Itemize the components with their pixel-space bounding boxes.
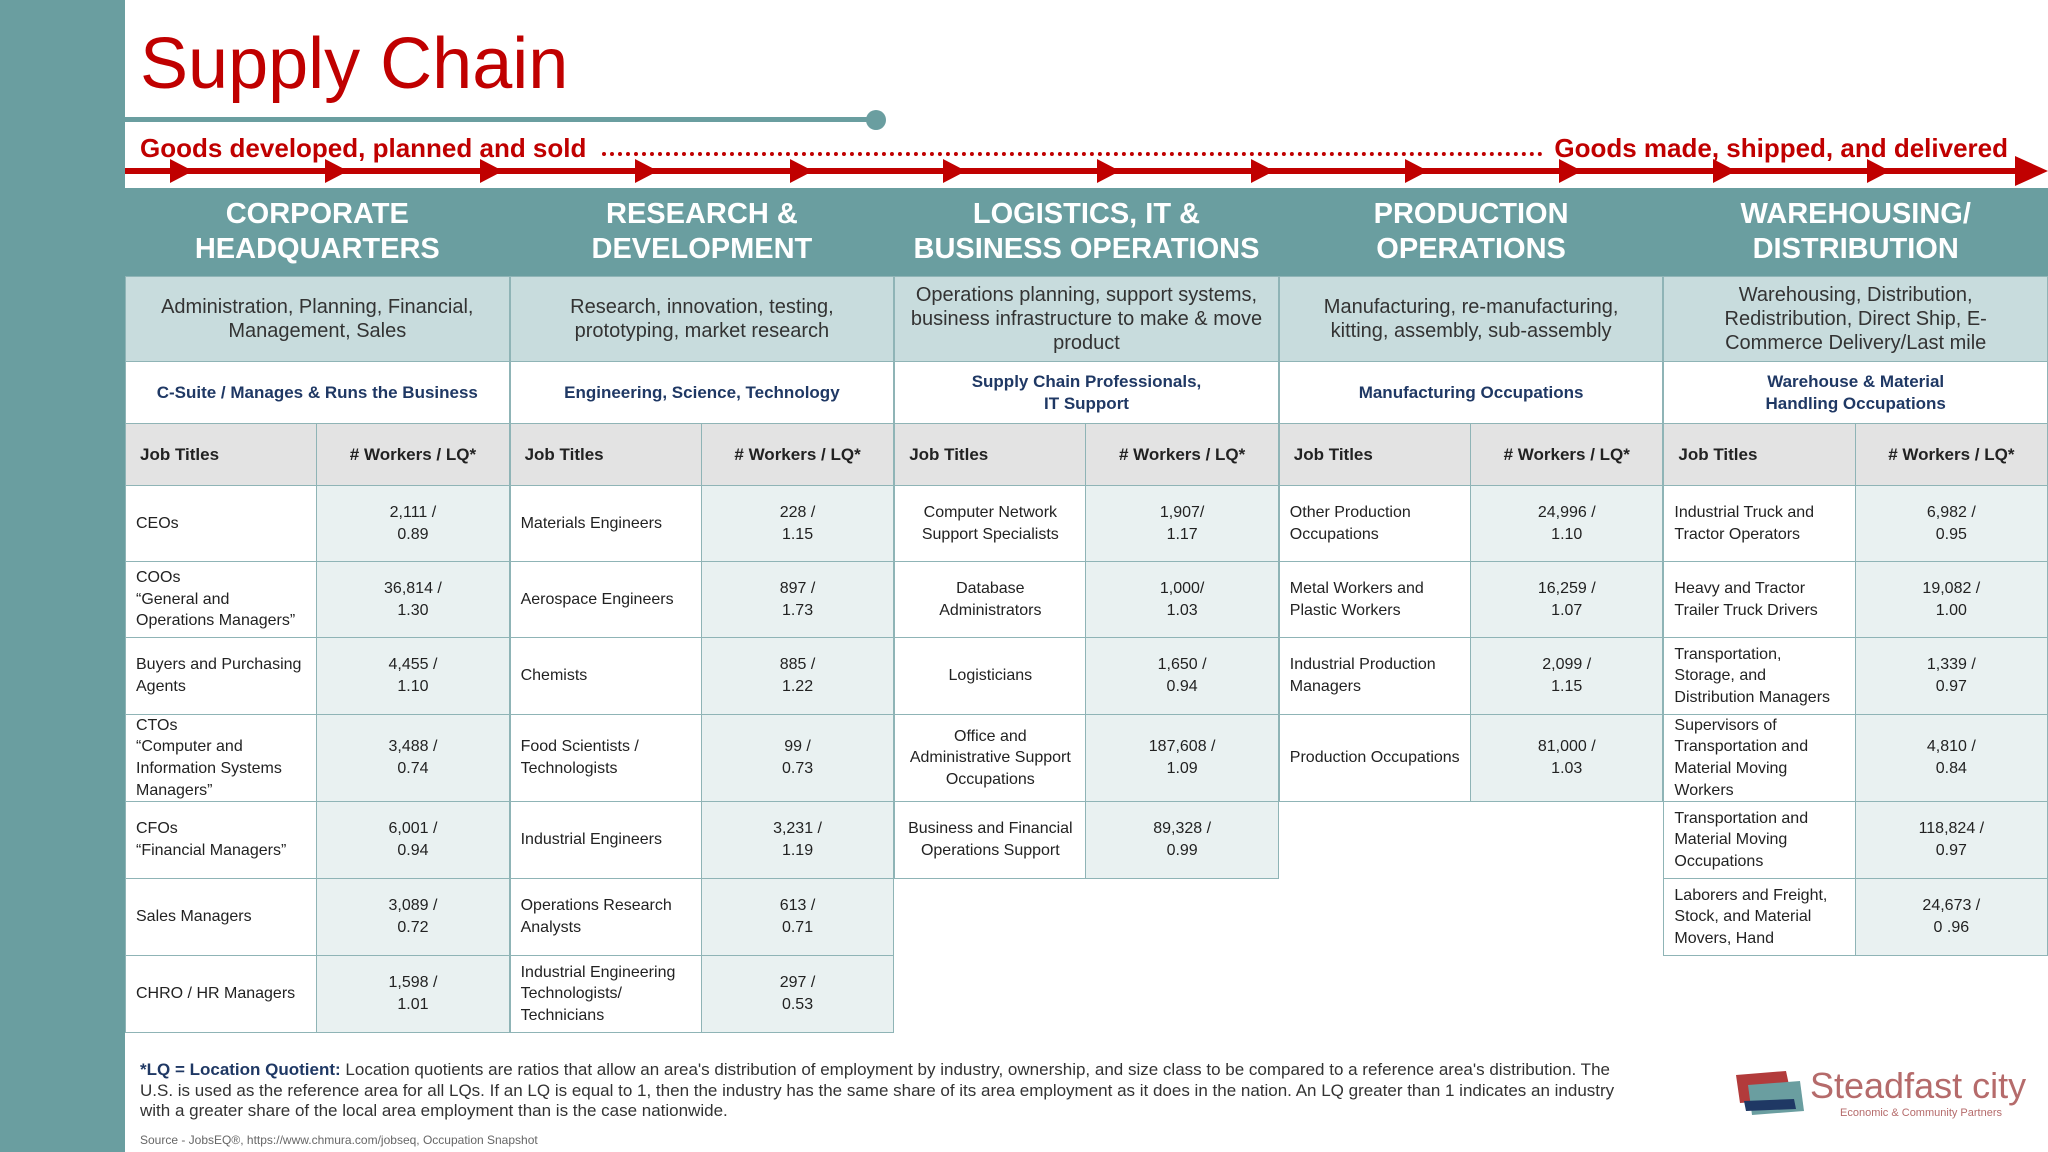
job-title-cell: CFOs “Financial Managers” bbox=[125, 802, 317, 879]
lq-value: 0.89 bbox=[397, 525, 429, 543]
workers-lq-text bbox=[384, 578, 442, 621]
table-row bbox=[125, 562, 510, 638]
steadfast-city-logo bbox=[1730, 1065, 2030, 1135]
workers-lq-cell bbox=[702, 879, 894, 956]
flow-start-label: Goods developed, planned and sold bbox=[140, 133, 587, 163]
page-title: Supply Chain bbox=[140, 24, 569, 104]
workers-lq-text bbox=[1922, 895, 1980, 938]
workers-lq-text bbox=[1158, 654, 1207, 697]
column-header bbox=[1663, 188, 2048, 276]
header-workers-lq: # Workers / LQ* bbox=[702, 424, 894, 486]
header-job-titles: Job Titles bbox=[1279, 424, 1471, 486]
workers-lq-cell bbox=[317, 715, 509, 802]
column-header-text: PRODUCTION OPERATIONS bbox=[1373, 198, 1569, 265]
workers-lq-text bbox=[773, 818, 822, 861]
table-row bbox=[1279, 715, 1664, 802]
table-row bbox=[125, 802, 510, 879]
column-corporate-headquarters bbox=[125, 188, 510, 1033]
flow-arrow bbox=[125, 156, 2048, 186]
column-description: Manufacturing, re-manufacturing, kitting, assembly, sub-assembly bbox=[1279, 276, 1664, 362]
job-title-cell: Aerospace Engineers bbox=[510, 562, 702, 638]
workers-lq-text bbox=[1538, 578, 1596, 621]
header-job-titles: Job Titles bbox=[894, 424, 1086, 486]
lq-value: 0.74 bbox=[397, 760, 429, 777]
lq-value: 1.17 bbox=[1166, 525, 1198, 543]
footnote-label: *LQ = Location Quotient: bbox=[140, 1060, 341, 1079]
lq-value: 1.15 bbox=[781, 525, 814, 543]
table-row bbox=[125, 486, 510, 562]
table-row bbox=[1663, 879, 2048, 956]
workers-value: 99 / bbox=[784, 738, 811, 756]
source-prefix: Source - JobsEQ®, bbox=[140, 1133, 247, 1147]
table-row bbox=[1279, 638, 1664, 715]
lq-value: 0.95 bbox=[1935, 525, 1967, 543]
table-body bbox=[510, 486, 895, 1033]
job-title-cell: Industrial Production Managers bbox=[1279, 638, 1471, 715]
table-row bbox=[510, 715, 895, 802]
table-row bbox=[1279, 562, 1664, 638]
workers-lq-text bbox=[1542, 654, 1591, 697]
job-title-cell: Production Occupations bbox=[1279, 715, 1471, 802]
workers-value: 1,650 / bbox=[1157, 656, 1207, 674]
table-body bbox=[1663, 486, 2048, 956]
workers-lq-text bbox=[1927, 654, 1976, 697]
job-title-cell: CEOs bbox=[125, 486, 317, 562]
occupation-category: Engineering, Science, Technology bbox=[510, 362, 895, 424]
table-row bbox=[1663, 638, 2048, 715]
table-header bbox=[894, 424, 1279, 486]
lq-value: 1.03 bbox=[1166, 601, 1198, 619]
table-row bbox=[1663, 562, 2048, 638]
job-title-cell: Materials Engineers bbox=[510, 486, 702, 562]
workers-lq-cell bbox=[1086, 802, 1278, 879]
job-title-cell: Buyers and Purchasing Agents bbox=[125, 638, 317, 715]
workers-lq-text bbox=[780, 895, 816, 938]
table-header bbox=[1663, 424, 2048, 486]
workers-lq-cell bbox=[1471, 486, 1663, 562]
header-workers-lq: # Workers / LQ* bbox=[317, 424, 509, 486]
workers-lq-cell bbox=[1086, 562, 1278, 638]
source-suffix: , Occupation Snapshot bbox=[416, 1133, 538, 1147]
workers-lq-text bbox=[1922, 578, 1980, 621]
workers-value: 4,810 / bbox=[1926, 738, 1976, 756]
occupation-category: Manufacturing Occupations bbox=[1279, 362, 1664, 424]
column-header-text: WAREHOUSING/ DISTRIBUTION bbox=[1740, 198, 1971, 265]
workers-lq-cell bbox=[1856, 638, 2048, 715]
job-title-cell: Laborers and Freight, Stock, and Material Movers, Hand bbox=[1663, 879, 1855, 956]
table-row bbox=[510, 802, 895, 879]
lq-value: 1.09 bbox=[1166, 760, 1198, 777]
workers-lq-cell bbox=[702, 638, 894, 715]
occupation-category: C-Suite / Manages & Runs the Business bbox=[125, 362, 510, 424]
column-header-text: RESEARCH & DEVELOPMENT bbox=[591, 198, 813, 265]
job-title-cell: Food Scientists / Technologists bbox=[510, 715, 702, 802]
header-job-titles: Job Titles bbox=[1663, 424, 1855, 486]
workers-value: 1,598 / bbox=[388, 974, 438, 992]
job-title-cell: Logisticians bbox=[894, 638, 1086, 715]
table-row bbox=[1279, 486, 1664, 562]
workers-value: 613 / bbox=[779, 897, 816, 915]
workers-lq-cell bbox=[1856, 802, 2048, 879]
workers-lq-text bbox=[1153, 818, 1211, 861]
job-title-cell: Transportation, Storage, and Distribution Managers bbox=[1663, 638, 1855, 715]
lq-value: 0.94 bbox=[1166, 678, 1198, 695]
lq-value: 1.03 bbox=[1551, 760, 1583, 777]
job-title-cell: Computer Network Support Specialists bbox=[894, 486, 1086, 562]
lq-value: 0.94 bbox=[397, 842, 429, 859]
table-row bbox=[894, 562, 1279, 638]
job-title-cell: Database Administrators bbox=[894, 562, 1086, 638]
workers-lq-cell bbox=[317, 486, 509, 562]
workers-value: 3,488 / bbox=[388, 738, 438, 756]
workers-lq-text bbox=[1927, 736, 1976, 779]
lq-value: 1.07 bbox=[1551, 601, 1583, 619]
workers-lq-text bbox=[1538, 736, 1596, 779]
workers-value: 228 / bbox=[779, 503, 816, 521]
workers-lq-cell bbox=[702, 486, 894, 562]
workers-lq-text bbox=[780, 578, 816, 621]
job-title-cell: Sales Managers bbox=[125, 879, 317, 956]
lq-value: 1.01 bbox=[397, 996, 429, 1013]
table-row bbox=[1663, 802, 2048, 879]
job-title-cell: CHRO / HR Managers bbox=[125, 956, 317, 1033]
workers-value: 1,000/ bbox=[1159, 579, 1205, 597]
column-header-text: LOGISTICS, IT & BUSINESS OPERATIONS bbox=[913, 198, 1260, 265]
workers-lq-cell bbox=[1856, 486, 2048, 562]
workers-value: 3,089 / bbox=[388, 897, 438, 915]
workers-lq-cell bbox=[317, 879, 509, 956]
job-title-cell: Operations Research Analysts bbox=[510, 879, 702, 956]
workers-lq-cell bbox=[702, 715, 894, 802]
table-row bbox=[894, 715, 1279, 802]
workers-value: 187,608 / bbox=[1148, 738, 1216, 756]
workers-value: 2,111 / bbox=[389, 503, 437, 521]
workers-lq-text bbox=[1160, 578, 1204, 621]
lq-value: 0.99 bbox=[1166, 842, 1198, 859]
column-description: Research, innovation, testing, prototyping, market research bbox=[510, 276, 895, 362]
workers-lq-text bbox=[780, 972, 816, 1015]
workers-lq-text bbox=[1160, 502, 1204, 545]
job-title-cell: Transportation and Material Moving Occupations bbox=[1663, 802, 1855, 879]
job-title-cell: COOs “General and Operations Managers” bbox=[125, 562, 317, 638]
workers-lq-cell bbox=[1086, 486, 1278, 562]
logo-name: Steadfast city bbox=[1810, 1065, 2027, 1106]
workers-lq-text bbox=[388, 818, 437, 861]
job-title-cell: Metal Workers and Plastic Workers bbox=[1279, 562, 1471, 638]
workers-value: 6,001 / bbox=[388, 820, 438, 838]
column-header bbox=[894, 188, 1279, 276]
table-row bbox=[510, 879, 895, 956]
table-row bbox=[125, 956, 510, 1033]
lq-value: 0.97 bbox=[1935, 678, 1967, 695]
table-body bbox=[125, 486, 510, 1033]
workers-lq-text bbox=[388, 972, 437, 1015]
column-header-text: CORPORATE HEADQUARTERS bbox=[194, 198, 440, 265]
title-underline bbox=[125, 117, 875, 122]
workers-lq-cell bbox=[317, 562, 509, 638]
table-row bbox=[1663, 486, 2048, 562]
source-citation bbox=[140, 1133, 538, 1147]
column-warehousing-distribution bbox=[1663, 188, 2048, 956]
workers-value: 16,259 / bbox=[1537, 579, 1596, 597]
workers-value: 24,673 / bbox=[1922, 897, 1981, 915]
workers-value: 3,231 / bbox=[773, 820, 822, 838]
workers-lq-cell bbox=[317, 802, 509, 879]
table-body bbox=[1279, 486, 1664, 802]
table-row bbox=[125, 638, 510, 715]
footnote-text: Location quotients are ratios that allow an area's distribution of employment by industry, ownership, and size class to be compared to a reference area's distribution. The U.S. is used as the reference area for all LQs. If an LQ is equal to 1, then the industry has the same share of its area employment as it does in the nation. An LQ greater than 1 indicates an industry with a greater share of the local area employment than is the case nationwide. bbox=[140, 1060, 1615, 1121]
lq-value: 0.71 bbox=[781, 919, 814, 936]
workers-lq-cell bbox=[702, 562, 894, 638]
table-row bbox=[894, 486, 1279, 562]
job-title-cell: Industrial Truck and Tractor Operators bbox=[1663, 486, 1855, 562]
job-title-cell: Business and Financial Operations Support bbox=[894, 802, 1086, 879]
workers-lq-text bbox=[388, 895, 437, 938]
column-description: Warehousing, Distribution, Redistribution, Direct Ship, E-Commerce Delivery/Last mile bbox=[1663, 276, 2048, 362]
column-description: Administration, Planning, Financial, Management, Sales bbox=[125, 276, 510, 362]
workers-value: 6,982 / bbox=[1926, 503, 1976, 521]
workers-value: 1,339 / bbox=[1926, 656, 1976, 674]
workers-value: 118,824 / bbox=[1918, 820, 1985, 838]
table-row bbox=[894, 638, 1279, 715]
lq-value: 1.15 bbox=[1551, 678, 1583, 695]
workers-value: 36,814 / bbox=[384, 579, 442, 597]
supply-chain-grid bbox=[125, 188, 2048, 1031]
workers-lq-cell bbox=[1856, 879, 2048, 956]
workers-value: 1,907/ bbox=[1159, 503, 1205, 521]
header-workers-lq: # Workers / LQ* bbox=[1856, 424, 2048, 486]
table-row bbox=[894, 802, 1279, 879]
table-body bbox=[894, 486, 1279, 879]
workers-lq-cell bbox=[702, 802, 894, 879]
lq-value: 1.19 bbox=[781, 842, 814, 859]
left-color-band bbox=[0, 0, 125, 1152]
logo-tagline: Economic & Community Partners bbox=[1840, 1107, 2002, 1119]
job-title-cell: Other Production Occupations bbox=[1279, 486, 1471, 562]
job-title-cell: Office and Administrative Support Occupations bbox=[894, 715, 1086, 802]
workers-value: 297 / bbox=[779, 974, 816, 992]
workers-lq-text bbox=[388, 654, 437, 697]
job-title-cell: Heavy and Tractor Trailer Truck Drivers bbox=[1663, 562, 1855, 638]
workers-lq-cell bbox=[317, 956, 509, 1033]
job-title-cell: Chemists bbox=[510, 638, 702, 715]
table-row bbox=[510, 562, 895, 638]
occupation-category: Warehouse & Material Handling Occupations bbox=[1663, 362, 2048, 424]
header-job-titles: Job Titles bbox=[510, 424, 702, 486]
table-row bbox=[510, 956, 895, 1033]
column-header bbox=[510, 188, 895, 276]
flow-end-label: Goods made, shipped, and delivered bbox=[1554, 133, 2008, 163]
workers-value: 19,082 / bbox=[1922, 579, 1981, 597]
lq-value: 0.73 bbox=[781, 760, 814, 777]
workers-value: 2,099 / bbox=[1542, 656, 1592, 674]
job-title-cell: CTOs “Computer and Information Systems Managers” bbox=[125, 715, 317, 802]
table-row bbox=[510, 486, 895, 562]
column-header bbox=[125, 188, 510, 276]
title-underline-dot bbox=[866, 110, 886, 130]
header-workers-lq: # Workers / LQ* bbox=[1086, 424, 1278, 486]
lq-value: 1.10 bbox=[1551, 525, 1583, 543]
workers-lq-cell bbox=[702, 956, 894, 1033]
table-row bbox=[125, 879, 510, 956]
column-production-operations bbox=[1279, 188, 1664, 802]
column-header bbox=[1279, 188, 1664, 276]
workers-lq-cell bbox=[1856, 715, 2048, 802]
lq-value: 0.72 bbox=[397, 919, 429, 936]
column-research-development bbox=[510, 188, 895, 1033]
header-workers-lq: # Workers / LQ* bbox=[1471, 424, 1663, 486]
job-title-cell: Supervisors of Transportation and Material Moving Workers bbox=[1663, 715, 1855, 802]
workers-lq-text bbox=[1919, 818, 1985, 861]
workers-lq-text bbox=[780, 502, 816, 545]
lq-value: 1.00 bbox=[1935, 601, 1967, 619]
workers-lq-cell bbox=[1856, 562, 2048, 638]
workers-value: 81,000 / bbox=[1537, 738, 1596, 756]
workers-lq-cell bbox=[1086, 638, 1278, 715]
table-row bbox=[125, 715, 510, 802]
lq-value: 0.97 bbox=[1935, 842, 1967, 859]
table-row bbox=[1663, 715, 2048, 802]
workers-value: 89,328 / bbox=[1153, 820, 1212, 838]
table-header bbox=[1279, 424, 1664, 486]
workers-value: 897 / bbox=[779, 579, 816, 597]
table-row bbox=[510, 638, 895, 715]
workers-lq-text bbox=[390, 502, 437, 545]
workers-lq-text bbox=[782, 736, 813, 779]
table-header bbox=[510, 424, 895, 486]
workers-lq-text bbox=[1927, 502, 1976, 545]
workers-lq-cell bbox=[1471, 562, 1663, 638]
workers-lq-text bbox=[1149, 736, 1216, 779]
table-header bbox=[125, 424, 510, 486]
workers-value: 885 / bbox=[779, 656, 816, 674]
lq-value: 0.84 bbox=[1935, 760, 1967, 777]
header-job-titles: Job Titles bbox=[125, 424, 317, 486]
workers-lq-text bbox=[388, 736, 437, 779]
workers-lq-text bbox=[1538, 502, 1596, 545]
workers-value: 4,455 / bbox=[388, 656, 438, 674]
column-description: Operations planning, support systems, business infrastructure to make & move product bbox=[894, 276, 1279, 362]
workers-lq-cell bbox=[1471, 715, 1663, 802]
logo-mark-icon bbox=[1734, 1069, 1806, 1119]
workers-lq-cell bbox=[1471, 638, 1663, 715]
workers-lq-cell bbox=[1086, 715, 1278, 802]
lq-value: 0 .96 bbox=[1933, 919, 1970, 936]
job-title-cell: Industrial Engineering Technologists/ Technicians bbox=[510, 956, 702, 1033]
lq-value: 0.53 bbox=[781, 996, 814, 1013]
workers-value: 24,996 / bbox=[1537, 503, 1596, 521]
lq-footnote bbox=[140, 1060, 1620, 1122]
lq-value: 1.10 bbox=[397, 678, 429, 695]
column-logistics-it bbox=[894, 188, 1279, 879]
workers-lq-text bbox=[780, 654, 816, 697]
occupation-category: Supply Chain Professionals, IT Support bbox=[894, 362, 1279, 424]
lq-value: 1.22 bbox=[781, 678, 814, 695]
lq-value: 1.30 bbox=[397, 601, 429, 619]
lq-value: 1.73 bbox=[781, 601, 814, 619]
job-title-cell: Industrial Engineers bbox=[510, 802, 702, 879]
source-link[interactable]: https://www.chmura.com/jobseq bbox=[246, 1133, 417, 1147]
workers-lq-cell bbox=[317, 638, 509, 715]
